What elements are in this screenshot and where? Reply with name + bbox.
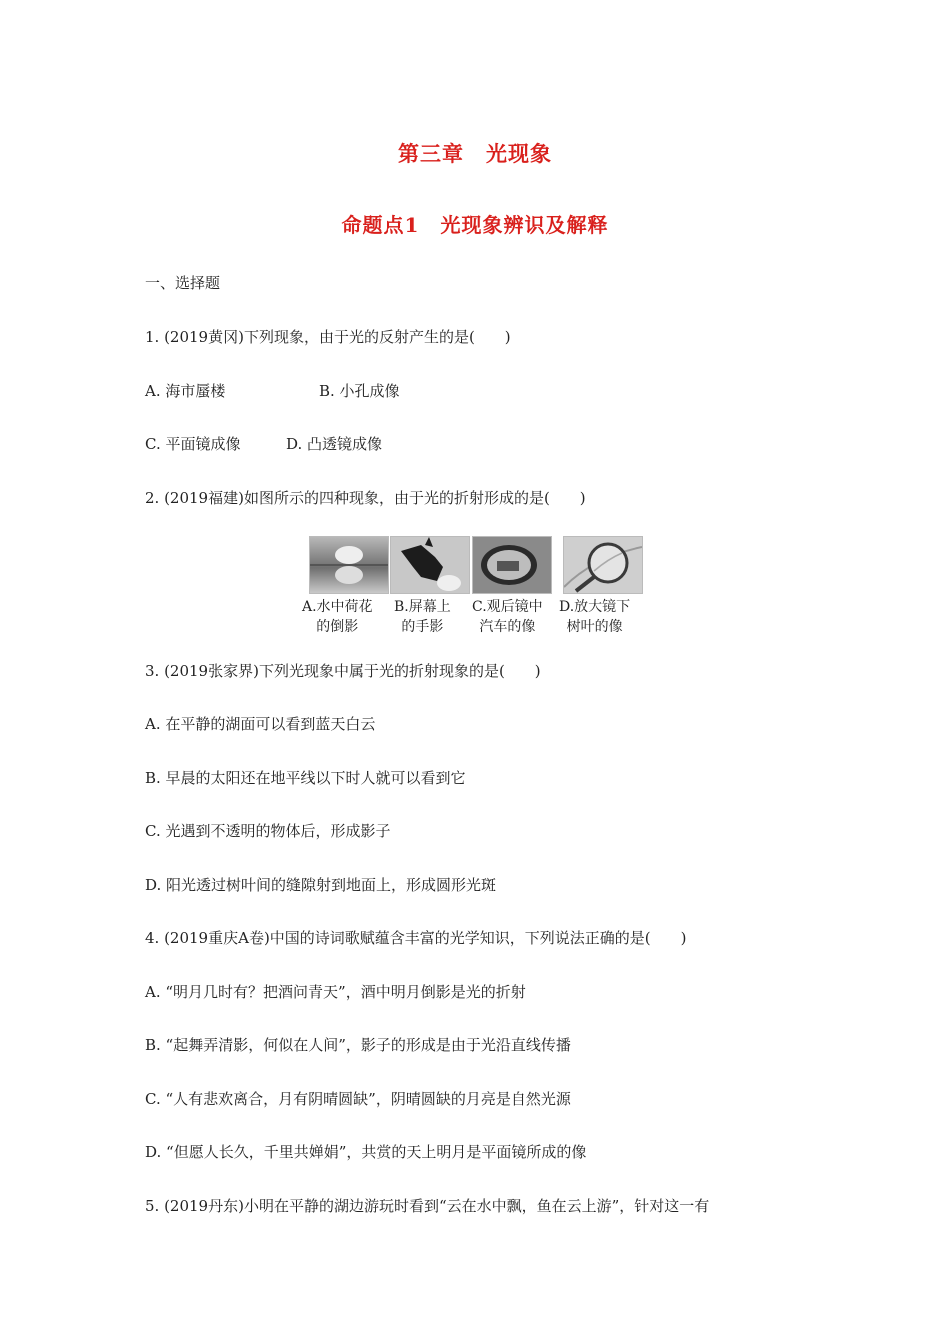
section-heading: 一、选择题 [145, 274, 221, 292]
q1-option-c: C. 平面镜成像 [145, 435, 241, 453]
q3-option-b: B. 早晨的太阳还在地平线以下时人就可以看到它 [145, 769, 466, 787]
figure-a-lotus-reflection [309, 536, 389, 594]
q3-option-c: C. 光遇到不透明的物体后，形成影子 [145, 822, 391, 840]
q3-option-d: D. 阳光透过树叶间的缝隙射到地面上，形成圆形光斑 [145, 876, 497, 894]
figure-b-caption: B.屏幕上 的手影 [394, 599, 451, 635]
q4-option-d: D. “但愿人长久，千里共婵娟”，共赏的天上明月是平面镜所成的像 [145, 1143, 587, 1161]
figure-c-caption: C.观后镜中 汽车的像 [472, 599, 543, 635]
figure-d-magnifier-leaf [563, 536, 643, 594]
q5-stem: 5. (2019丹东)小明在平静的湖边游玩时看到“云在水中飘，鱼在云上游”，针对这一有 [145, 1197, 710, 1215]
figure-d-caption: D.放大镜下 树叶的像 [559, 599, 631, 635]
figure-a-caption: A.水中荷花 的倒影 [302, 599, 373, 635]
q4-option-c: C. “人有悲欢离合，月有阴晴圆缺”，阴晴圆缺的月亮是自然光源 [145, 1090, 571, 1108]
q2-stem: 2. (2019福建)如图所示的四种现象，由于光的折射形成的是( ) [145, 489, 586, 507]
q3-stem: 3. (2019张家界)下列光现象中属于光的折射现象的是( ) [145, 662, 541, 680]
chapter-title: 第三章 光现象 [398, 141, 552, 166]
topic-title: 命题点1 光现象辨识及解释 [341, 213, 609, 237]
q3-option-a: A. 在平静的湖面可以看到蓝天白云 [145, 715, 376, 733]
q4-stem: 4. (2019重庆A卷)中国的诗词歌赋蕴含丰富的光学知识，下列说法正确的是( ) [145, 929, 687, 947]
q4-option-b: B. “起舞弄清影，何似在人间”，影子的形成是由于光沿直线传播 [145, 1036, 571, 1054]
q1-option-b: B. 小孔成像 [319, 382, 400, 400]
figure-b-hand-shadow [390, 536, 470, 594]
q1-stem: 1. (2019黄冈)下列现象，由于光的反射产生的是( ) [145, 328, 511, 346]
q4-option-a: A. “明月几时有？把酒问青天”，酒中明月倒影是光的折射 [145, 983, 526, 1001]
q1-option-d: D. 凸透镜成像 [286, 435, 383, 453]
q1-option-a: A. 海市蜃楼 [145, 382, 226, 400]
figure-c-rearview-mirror [472, 536, 552, 594]
